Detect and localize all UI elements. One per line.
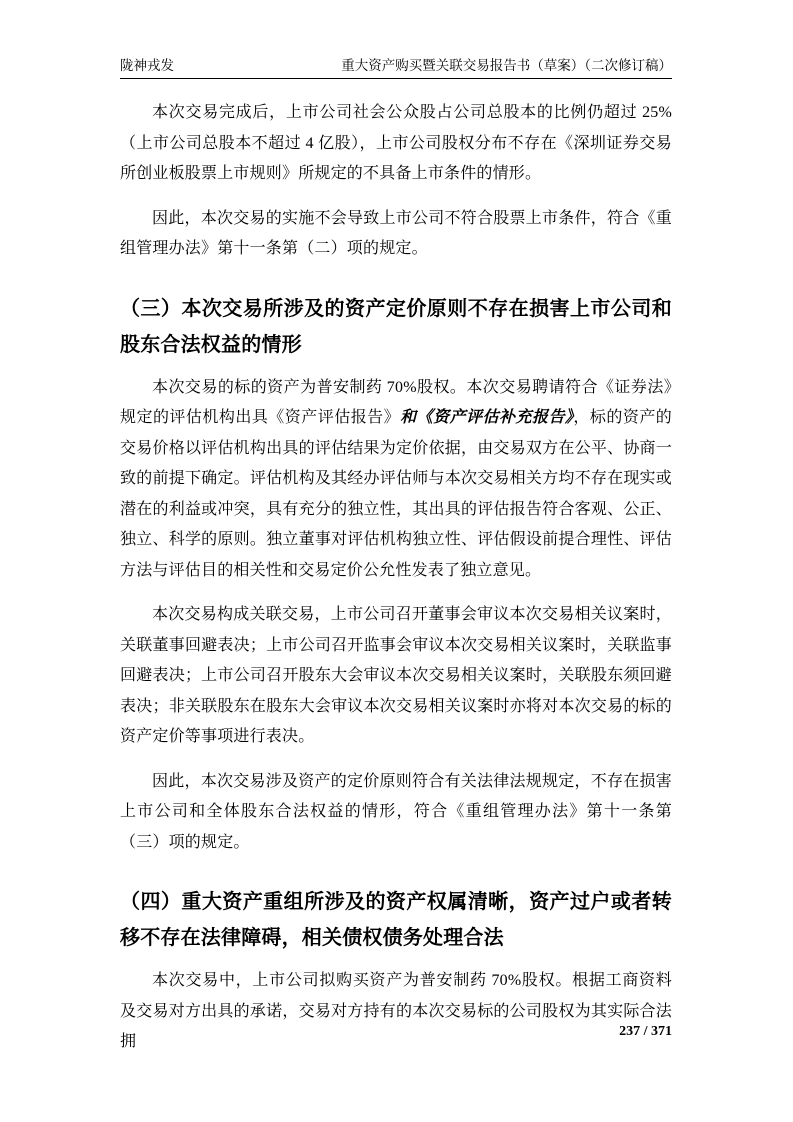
section-heading-asset-pricing: （三）本次交易所涉及的资产定价原则不存在损害上市公司和股东合法权益的情形 (120, 297, 672, 356)
header-company-name: 陇神戎发 (120, 58, 174, 73)
paragraph-asset-pricing (120, 373, 672, 587)
document-body (120, 98, 672, 1058)
paragraph-asset-pricing-rest: ，标的资产的交易价格以评估机构出具的评估结果为定价依据，由交易双方在公平、协商一致的前提下确定。评估机构及其经办评估师与本次交易相关方均不存在现实或潜在的利益或冲突，具有充分的独立性，其出具的评估报告符合客观、公正、独立、科学的原则。独立董事对评估机构独立性、评估假设前提合理性、评估方法与评估目的相关性和交易定价公允性发表了独立意见。 (120, 409, 672, 579)
page-footer (619, 1024, 672, 1040)
page-header (120, 57, 672, 79)
paragraph-pricing-conclusion: 因此，本次交易涉及资产的定价原则符合有关法律法规规定，不存在损害上市公司和全体股东合法权益的情形，符合《重组管理办法》第十一条第（三）项的规定。 (120, 772, 672, 851)
paragraph-public-shareholding: 本次交易完成后，上市公司社会公众股占公司总股本的比例仍超过 25%（上市公司总股本不超过 4 亿股），上市公司股权分布不存在《深圳证券交易所创业板股票上市规则》所规定的不具备上市条件的情形。 (120, 104, 672, 182)
header-document-title: 重大资产购买暨关联交易报告书（草案）（二次修订稿） (341, 58, 672, 73)
paragraph-listing-condition-conclusion: 因此，本次交易的实施不会导致上市公司不符合股票上市条件，符合《重组管理办法》第十一条第（二）项的规定。 (120, 209, 672, 257)
paragraph-asset-ownership: 本次交易中，上市公司拟购买资产为普安制药 70%股权。根据工商资料及交易对方出具的承诺，交易对方持有的本次交易标的公司股权为其实际合法拥 (120, 972, 672, 1050)
page-number: 237 / 371 (619, 1024, 672, 1039)
section-heading-asset-ownership: （四）重大资产重组所涉及的资产权属清晰，资产过户或者转移不存在法律障碍，相关债权债务处理合法 (120, 891, 672, 949)
paragraph-related-transaction-voting: 本次交易构成关联交易，上市公司召开董事会审议本次交易相关议案时，关联董事回避表决；上市公司召开监事会审议本次交易相关议案时，关联监事回避表决；上市公司召开股东大会审议本次交易相关议案时，关联股东须回避表决；非关联股东在股东大会审议本次交易相关议案时亦将对本次交易的标的资产定价等事项进行表决。 (120, 606, 672, 745)
paragraph-asset-pricing-lead: 本次交易的标的资产为普安制药 70%股权。本次交易聘请符合《证券法》规定的评估机构出具《资产评估报告》 (120, 378, 672, 426)
paragraph-asset-pricing-emphasis: 和《资产评估补充报告》 (400, 409, 574, 426)
